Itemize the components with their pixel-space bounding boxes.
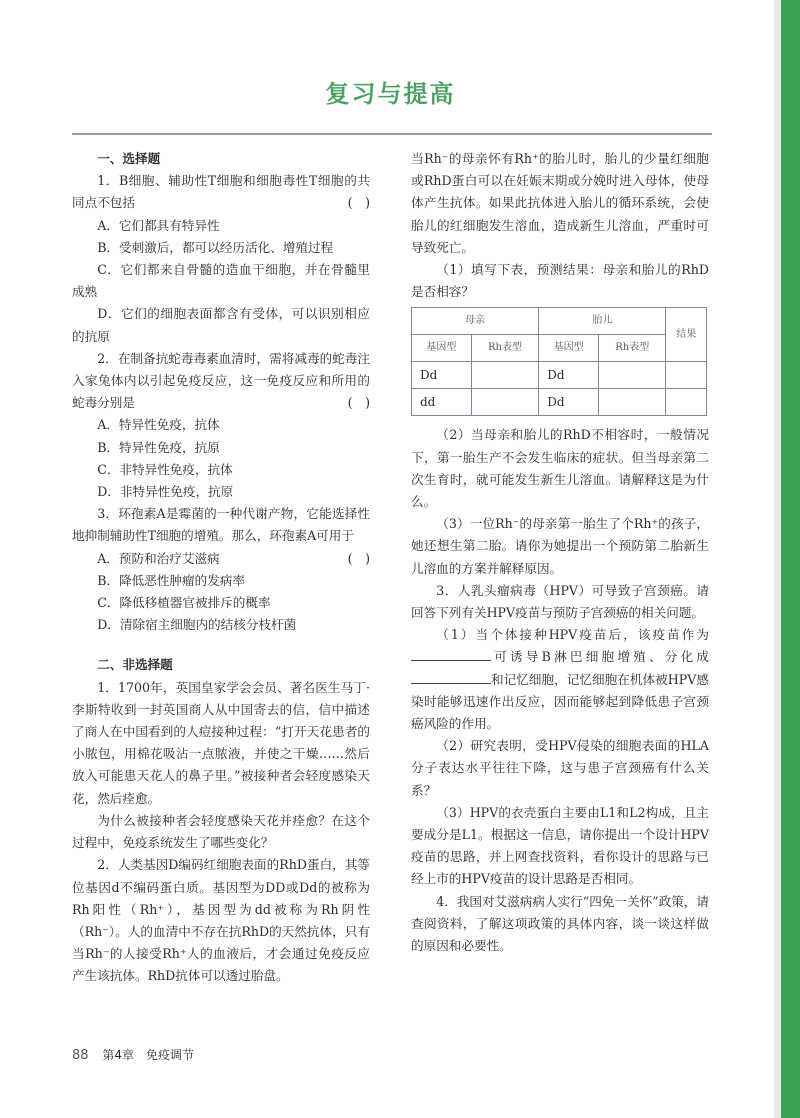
table-header-phenotype: Rh表型	[471, 335, 538, 362]
fill-blank	[411, 669, 491, 684]
section-heading-open: 二、非选择题	[97, 657, 173, 673]
option: A．预防和治疗艾滋病	[97, 550, 220, 566]
table-header-phenotype: Rh表型	[599, 335, 666, 362]
open-question-1-ask: 为什么被接种者会轻度感染天花并痊愈？在这个过程中，免疫系统发生了哪些变化？	[72, 812, 370, 851]
fill-blank	[411, 646, 491, 661]
open-question-3-sub-3: （3）HPV的衣壳蛋白主要由L1和L2构成，且主要成分是L1。根据这一信息，请你提出一个设计HPV疫苗的思路，并上网查找资料，看你设计的思路与已经上市的HPV疫苗的设计思路是否相同。	[411, 804, 709, 887]
open-question-2-continued: 当Rh⁻的母亲怀有Rh⁺的胎儿时，胎儿的少量红细胞或RhD蛋白可以在妊娠末期或分娩时进入母体，使母体产生抗体。如果此抗体进入胎儿的循环系统，会使胎儿的红细胞发生溶血，造成新生儿溶血，严重时可导致死亡。	[411, 151, 709, 255]
table-cell: Dd	[539, 389, 599, 416]
option: B．特异性免疫，抗原	[97, 439, 220, 455]
chapter-name: 第4章 免疫调节	[102, 1048, 195, 1062]
option: D．非特异性免疫，抗原	[97, 484, 234, 500]
option: C．它们都来自骨髓的造血干细胞，并在骨髓里成熟	[72, 262, 370, 300]
chapter-color-bar	[781, 0, 800, 1118]
answer-paren: ( )	[347, 395, 370, 411]
option: A．它们都具有特异性	[97, 217, 220, 233]
table-row	[412, 389, 707, 416]
table-cell-empty	[666, 389, 707, 416]
question-1-stem: 1．B细胞、辅助性T细胞和细胞毒性T细胞的共同点不包括 ( )	[72, 170, 370, 214]
open-question-3-sub-1: （1）当个体接种HPV疫苗后，该疫苗作为可诱导B淋巴细胞增殖、分化成和记忆细胞，记忆细胞在机体被HPV感染时能够迅速作出反应，因而能够起到降低患子宫颈癌风险的作用。	[411, 627, 709, 732]
question-3-stem: 3．环孢素A是霉菌的一种代谢产物，它能选择性地抑制辅助性T细胞的增殖。那么，环孢素A可用于 ( )	[72, 503, 370, 547]
question-2-stem: 2．在制备抗蛇毒毒素血清时，需将减毒的蛇毒注入家兔体内以引起免疫反应，这一免疫反应和所用的蛇毒分别是 ( )	[72, 348, 370, 415]
table-header-genotype: 基因型	[539, 335, 599, 362]
open-question-3: 3．人乳头瘤病毒（HPV）可导致子宫颈癌。请回答下列有关HPV疫苗与预防子宫颈癌的相关问题。	[411, 582, 709, 621]
table-cell: Dd	[539, 362, 599, 389]
option: D．清除宿主细胞内的结核分枝杆菌	[97, 617, 297, 633]
open-question-1: 1．1700年，英国皇家学会会员、著名医生马丁·李斯特收到一封英国商人从中国寄去的信，信中描述了商人在中国看到的人痘接种过程：“打开天花患者的小脓包，用棉花吸沾一点脓液，并使之干燥……然后放入可能患天花人的鼻子里。”被接种者会轻度感染天花，然后痊愈。	[72, 679, 370, 806]
title-divider	[72, 133, 712, 135]
table-header-mother: 母亲	[412, 308, 539, 335]
open-question-4: 4．我国对艾滋病病人实行“四免一关怀”政策，请查阅资料，了解这项政策的具体内容，谈一谈这样做的原因和必要性。	[411, 893, 709, 954]
answer-paren: ( )	[347, 195, 370, 211]
table-cell: Dd	[412, 362, 472, 389]
right-column	[411, 148, 709, 957]
option: B．降低恶性肿瘤的发病率	[97, 572, 245, 588]
open-question-2-sub-1: （1）填写下表，预测结果：母亲和胎儿的RhD是否相容？	[411, 262, 709, 300]
table-header-result: 结果	[666, 308, 707, 362]
table-row	[412, 362, 707, 389]
table-cell-empty	[599, 362, 666, 389]
page-footer	[72, 1046, 194, 1063]
table-header-fetus: 胎儿	[539, 308, 666, 335]
open-question-2-sub-3: （3）一位Rh⁻的母亲第一胎生了个Rh⁺的孩子，她还想生第二胎。请你为她提出一个预防第二胎新生儿溶血的方案并解释原因。	[411, 516, 709, 576]
open-question-2: 2．人类基因D编码红细胞表面的RhD蛋白，其等位基因d不编码蛋白质。基因型为DD或Dd的被称为Rh阳性（Rh⁺），基因型为dd被称为Rh阴性（Rh⁻）。人的血清中不存在抗RhD的天然抗体，只有当Rh⁻的人接受Rh⁺人的血液后，才会通过免疫反应产生该抗体。RhD抗体可以透过胎盘。	[72, 857, 370, 984]
table-cell-empty	[599, 389, 666, 416]
option: A．特异性免疫，抗体	[97, 417, 220, 433]
open-question-2-sub-2: （2）当母亲和胎儿的RhD不相容时，一般情况下，第一胎生产不会发生临床的症状。但当母亲第二次生育时，就可能发生新生儿溶血。请解释这是为什么。	[411, 427, 709, 510]
page-edge-shadow	[774, 0, 781, 1118]
page-number: 88	[72, 1048, 89, 1063]
left-column	[72, 148, 370, 988]
rh-compatibility-table	[411, 307, 707, 416]
answer-paren: ( )	[347, 550, 370, 566]
table-cell-empty	[471, 362, 538, 389]
open-question-3-sub-2: （2）研究表明，受HPV侵染的细胞表面的HLA分子表达水平往往下降，这与患子宫颈癌有什么关系？	[411, 738, 709, 798]
section-heading-choice: 一、选择题	[97, 151, 161, 166]
table-cell-empty	[471, 389, 538, 416]
option: C．降低移植器官被排斥的概率	[97, 595, 271, 611]
page-title: 复习与提高	[325, 80, 456, 108]
table-header-genotype: 基因型	[412, 335, 472, 362]
option: B．受刺激后，都可以经历活化、增殖过程	[97, 239, 334, 255]
option: D．它们的细胞表面都含有受体，可以识别相应的抗原	[72, 306, 370, 344]
table-cell: dd	[412, 389, 472, 416]
option: C．非特异性免疫，抗体	[97, 461, 233, 477]
table-cell-empty	[666, 362, 707, 389]
